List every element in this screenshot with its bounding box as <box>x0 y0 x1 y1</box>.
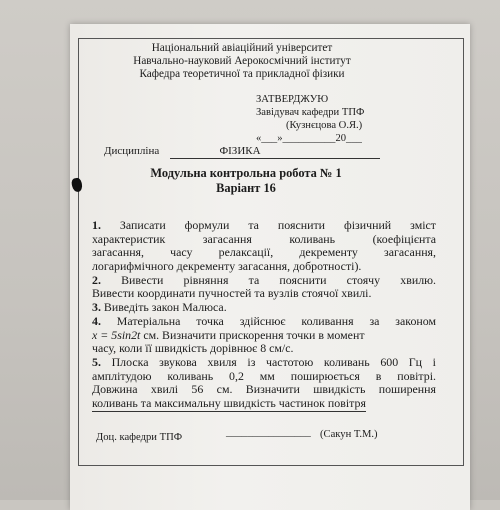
signature-name: (Сакун Т.М.) <box>320 429 378 440</box>
task-1-line-2: характеристик загасання коливань (коефіцієнта <box>92 231 436 246</box>
work-title: Модульна контрольна робота № 1 <box>150 166 342 180</box>
task-list <box>92 219 436 411</box>
task-3-text-1: Виведіть закон Малюса. <box>103 300 227 315</box>
variant-title: Варіант 16 <box>216 181 276 195</box>
discipline-underline <box>270 158 380 159</box>
task-5-number: 5. <box>92 354 101 369</box>
task-4 <box>92 315 436 356</box>
task-2-text-1: Вивести рівняння та пояснити стоячу хвилю. <box>121 272 436 287</box>
task-2 <box>92 274 436 301</box>
task-4-line-3: часу, коли її швидкість дорівнює 8 см/с. <box>92 341 294 356</box>
task-4-number: 4. <box>92 313 101 328</box>
task-3-line-1 <box>92 301 436 315</box>
task-1-text-1: Записати формули та пояснити фізичний зміст <box>119 218 436 232</box>
task-5-line-3: Довжина хвилі 56 см. Визначити швидкість поширення <box>92 382 436 397</box>
approval-role: Завідувач кафедри ТПФ <box>256 107 365 118</box>
task-4-text-1: Матеріальна точка здійснює коливання за законом <box>116 313 436 328</box>
task-4-text-2: см. Визначити прискорення точки в момент <box>143 327 365 342</box>
task-5-line-2: амплітудою коливань 0,2 мм поширюється в повітрі. <box>92 368 436 383</box>
task-5-text-1: Плоска звукова хвиля із частотою коливань 600 Гц і <box>111 354 436 369</box>
approval-name: (Кузнєцова О.Я.) <box>286 120 363 131</box>
task-1 <box>92 219 436 274</box>
signature-label: Доц. кафедри ТПФ <box>96 432 183 443</box>
task-5 <box>92 356 436 411</box>
signature-line: ________________ <box>226 427 311 438</box>
discipline-value <box>170 145 270 159</box>
task-5-text-4: коливань та максимальну швидкість частинок повітря <box>92 395 366 410</box>
task-2-number: 2. <box>92 272 101 287</box>
approval-title: ЗАТВЕРДЖУЮ <box>256 94 329 105</box>
task-1-line-3: загасання, часу релаксації, декременту загасання, <box>92 245 436 260</box>
task-1-line-4: логарифмічного декременту загасання, добротності). <box>92 259 362 274</box>
institute-name: Навчально-науковий Аерокосмічний інститут <box>133 55 351 67</box>
task-3-number: 3. <box>92 300 101 315</box>
discipline-value-text: ФІЗИКА <box>219 145 261 157</box>
task-2-line-2: Вивести координати пучностей та вузлів стоячої хвилі. <box>92 286 372 301</box>
task-1-line-1 <box>92 219 436 233</box>
task-3 <box>92 301 436 315</box>
task-4-line-1 <box>92 315 436 329</box>
university-name: Національний авіаційний університет <box>151 42 333 54</box>
task-1-number: 1. <box>92 218 101 232</box>
task-5-line-4 <box>92 397 436 411</box>
task-4-formula: x = 5sin2t <box>92 327 141 342</box>
department-name: Кафедра теоретичної та прикладної фізики <box>139 68 345 80</box>
task-2-line-1 <box>92 274 436 288</box>
task-4-line-2 <box>92 329 436 343</box>
discipline-label: Дисципліна <box>104 145 160 157</box>
approval-date: «___»__________20___ <box>256 133 362 144</box>
task-5-line-1 <box>92 356 436 370</box>
